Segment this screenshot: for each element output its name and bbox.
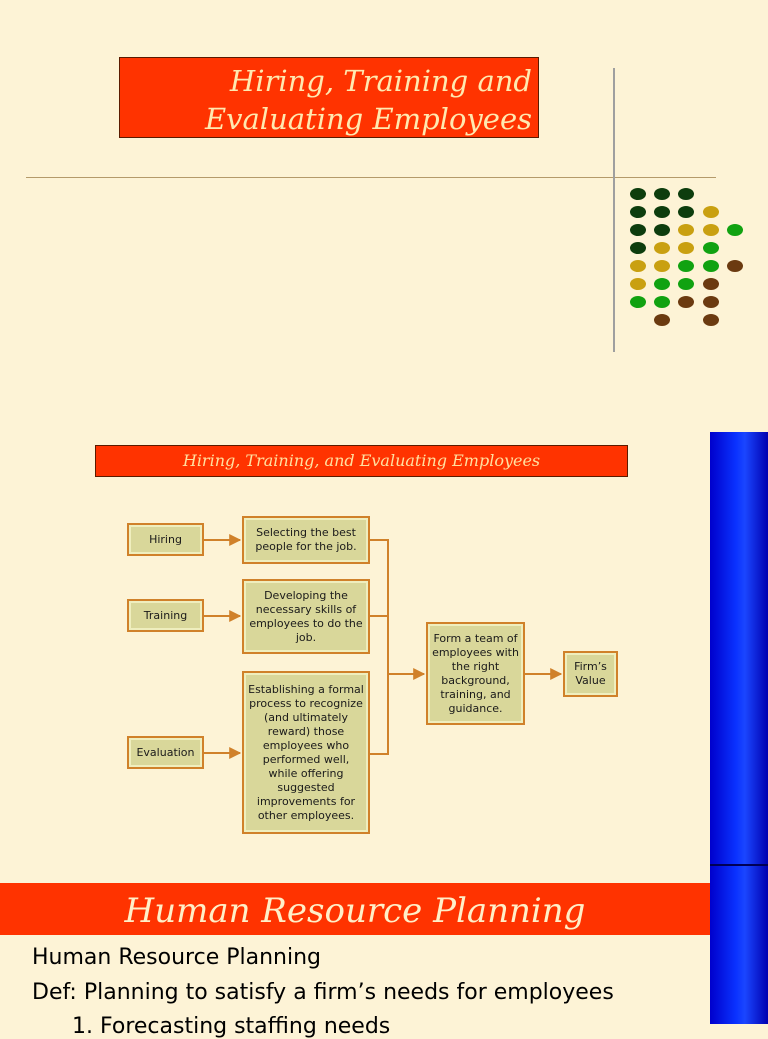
hiring-box: Hiring	[127, 523, 204, 556]
bracket-connector	[370, 540, 388, 754]
slide-title-line-2: Evaluating Employees	[204, 102, 532, 136]
body-line-heading: Human Resource Planning	[32, 945, 321, 970]
hiring-description-box: Selecting the best people for the job.	[242, 516, 370, 564]
slide-title-line-1: Hiring, Training and	[229, 64, 532, 98]
evaluation-box: Evaluation	[127, 736, 204, 769]
sidebar-separator	[710, 864, 768, 866]
diagram-title: Hiring, Training, and Evaluating Employees	[95, 445, 628, 477]
body-line-list-item: 1. Forecasting staffing needs	[72, 1014, 391, 1039]
body-line-definition: Def: Planning to satisfy a firm’s needs for employees	[32, 980, 614, 1005]
team-box: Form a team of employees with the right background, training, and guidance.	[426, 622, 525, 725]
evaluation-description-box: Establishing a formal process to recognize (and ultimately reward) those employees who performed well, while offering suggested improvements for other employees.	[242, 671, 370, 834]
section-banner: Human Resource Planning	[0, 883, 710, 935]
firm-value-box: Firm’s Value	[563, 651, 618, 697]
training-description-box: Developing the necessary skills of employees to do the job.	[242, 579, 370, 654]
blue-sidebar	[710, 432, 768, 1024]
training-box: Training	[127, 599, 204, 632]
